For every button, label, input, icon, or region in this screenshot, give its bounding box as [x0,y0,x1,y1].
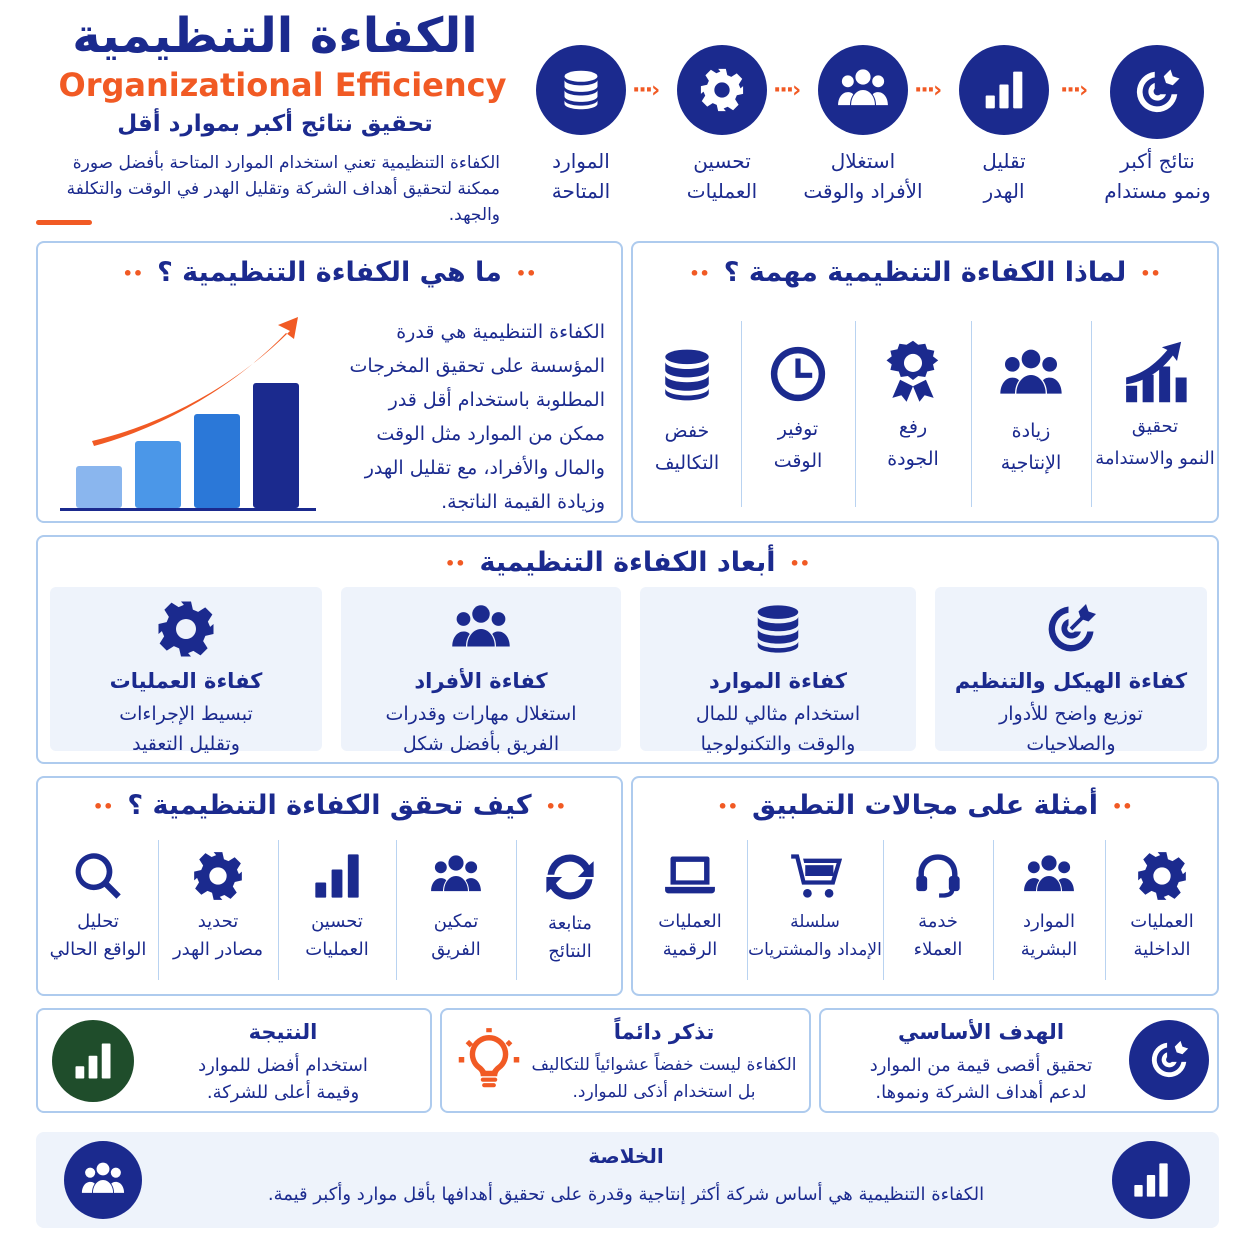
example-item-label: الموارد البشرية [1020,911,1078,960]
summary-people-icon [64,1141,142,1219]
examples-panel [631,776,1219,996]
summary-title: الخلاصة [588,1144,664,1168]
why-item-quality [855,335,971,475]
flow-step-label: نتائج أكبر ونمو مستدام [1104,149,1211,203]
example-item-digital [633,850,747,964]
dimension-card-title: كفاءة الموارد [708,669,848,693]
dots-icon: •• [789,554,810,573]
gear-icon [1135,850,1189,902]
flow-step-label: تحسين العمليات [686,149,758,203]
refresh-icon [543,850,597,904]
example-item-hr [993,850,1105,964]
how-title: كيف تحقق الكفاءة التنظيمية ؟ [127,790,532,821]
dots-icon: •• [717,797,738,816]
why-item-cost [633,343,741,479]
what-is-panel [36,241,623,523]
why-panel [631,241,1219,523]
dots-icon: •• [689,264,710,283]
dots-icon: •• [122,264,144,283]
bar-chart-icon [311,850,363,902]
flow-target-icon [1110,45,1204,139]
flow-arrow-icon: ···› [914,78,941,103]
how-panel [36,776,623,996]
example-item-internal [1105,850,1219,964]
database-icon [658,343,716,407]
dimension-card-resources [640,587,916,755]
dimension-card-text: استخدام مثالي للمال والوقت والتكنولوجيا [695,703,861,755]
example-item-supply [747,850,883,964]
dimension-card-title: كفاءة العمليات [109,669,263,693]
header-description: الكفاءة التنظيمية تعني استخدام الموارد المتاحة بأفضل صورة ممكنة لتحقيق أهداف الشركة وتقليل الهدر في الوقت والتكلفة والجهد. [66,153,500,225]
example-item-label: العمليات الرقمية [658,911,722,960]
result-title: النتيجة [248,1020,318,1044]
flow-arrow-icon: ···› [632,78,659,103]
summary-bar [36,1132,1219,1228]
why-item-label: تحقيق النمو والاستدامة [1095,416,1215,469]
how-item-label: متابعة النتائج [548,913,592,962]
dimension-card-operations [50,587,322,755]
examples-title: أمثلة على مجالات التطبيق [751,790,1099,821]
example-item-label: العمليات الداخلية [1130,911,1194,960]
clock-icon [767,343,829,405]
why-item-label: خفض التكاليف [654,420,720,474]
goal-panel [819,1008,1219,1113]
flow-arrow-icon: ···› [773,78,800,103]
goal-target-icon [1129,1020,1209,1100]
dots-icon: •• [445,554,466,573]
how-item-improve [278,850,396,964]
flow-arrow-icon: ···› [1060,78,1087,103]
database-icon [751,599,805,659]
flow-step-label: استغلال الأفراد والوقت [803,149,923,203]
lightbulb-icon [456,1022,522,1092]
people-icon [992,343,1070,407]
search-icon [72,850,124,902]
dimension-card-text: استغلال مهارات وقدرات الفريق بأفضل شكل [385,703,577,755]
target-icon [1041,599,1101,659]
flow-step-label: تقليل الهدر [982,149,1026,203]
how-item-empower [396,850,516,964]
remember-title: تذكر دائماً [613,1020,715,1044]
how-item-label: تحسين العمليات [305,911,369,960]
dimensions-panel [36,535,1219,764]
why-item-growth [1091,335,1219,475]
flow-step-label: الموارد المتاحة [551,149,611,203]
goal-text: تحقيق أقصى قيمة من الموارد لدعم أهداف الشركة ونموها. [869,1055,1093,1103]
why-item-productivity [971,343,1091,479]
what-is-text: الكفاءة التنظيمية هي قدرة المؤسسة على تحقيق المخرجات المطلوبة باستخدام أقل قدر ممكن من الموارد مثل الوقت والمال والأفراد، مع تقليل الهدر وزيادة القيمة الناتجة. [349,321,605,513]
flow-bar-chart-icon [959,45,1049,135]
gear-icon [191,850,245,902]
dots-icon: •• [1140,264,1161,283]
result-panel [36,1008,432,1113]
laptop-icon [657,850,723,902]
page-title-english: Organizational Efficiency [58,66,507,104]
cart-icon [788,850,842,902]
how-item-waste [158,850,278,964]
dimensions-title: أبعاد الكفاءة التنظيمية [479,547,776,578]
example-item-customer [883,850,993,964]
dots-icon: •• [92,797,114,816]
dots-icon: •• [515,264,537,283]
flow-gear-icon [677,45,767,135]
dots-icon: •• [545,797,567,816]
why-title: لماذا الكفاءة التنظيمية مهمة ؟ [723,257,1127,288]
flow-database-icon [536,45,626,135]
how-item-label: تمكين الفريق [431,911,481,960]
dimension-card-title: كفاءة الأفراد [414,669,548,693]
why-item-label: توفير الوقت [773,418,823,472]
dimension-card-text: تبسيط الإجراءات وتقليل التعقيد [119,703,253,755]
headset-icon [911,850,965,902]
example-item-label: خدمة العملاء [913,911,963,960]
dimension-card-people [341,587,621,755]
dots-icon: •• [1112,797,1133,816]
summary-text: الكفاءة التنظيمية هي أساس شركة أكثر إنتاجية وقدرة على تحقيق أهدافها بأقل موارد وأكبر قيمة. [267,1184,985,1205]
result-text: استخدام أفضل للموارد وقيمة أعلى للشركة. [198,1055,368,1103]
result-bar-chart-icon [52,1020,134,1102]
how-item-monitor [516,850,624,966]
why-item-time [741,343,855,477]
why-item-label: رفع الجودة [887,416,939,470]
why-item-label: زيادة الإنتاجية [1000,420,1062,474]
what-is-title: ما هي الكفاءة التنظيمية ؟ [157,257,502,288]
people-icon [1016,850,1082,902]
award-icon [882,335,944,409]
how-item-label: تحليل الواقع الحالي [49,911,147,960]
page-title: الكفاءة التنظيمية [72,8,478,64]
dimension-card-text: توزيع واضح للأدوار والصلاحيات [999,703,1143,755]
dimension-card-structure [935,587,1207,755]
flow-people-icon [818,45,908,135]
growth-bar-chart-icon [58,313,318,513]
summary-bar-chart-icon [1112,1141,1190,1219]
example-item-label: سلسلة الإمداد والمشتريات [748,912,882,960]
how-item-analyze [38,850,158,964]
header-underline [36,220,92,225]
goal-title: الهدف الأساسي [897,1020,1065,1044]
remember-panel [440,1008,811,1113]
people-icon [442,599,520,659]
people-icon [423,850,489,902]
growth-chart-icon [1122,335,1188,409]
dimension-card-title: كفاءة الهيكل والتنظيم [954,669,1188,693]
how-item-label: تحديد مصادر الهدر [172,911,264,960]
gear-icon [156,599,216,659]
page-subtitle: تحقيق نتائج أكبر بموارد أقل [117,111,433,137]
remember-text: الكفاءة ليست خفضاً عشوائياً للتكاليف بل استخدام أذكى للموارد. [531,1055,797,1102]
